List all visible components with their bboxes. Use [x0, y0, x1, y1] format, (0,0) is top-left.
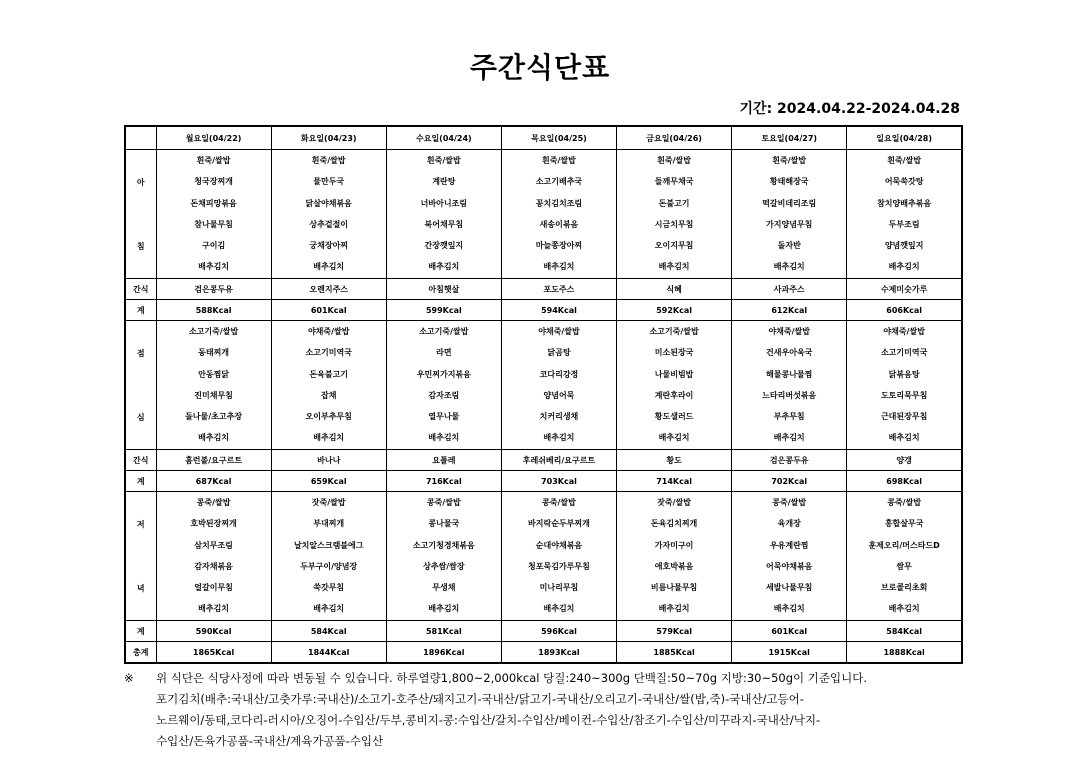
corner-cell — [125, 126, 156, 150]
breakfast-cell — [386, 150, 501, 279]
kcal-cell: 579Kcal — [617, 621, 732, 642]
total-cell: 1888Kcal — [847, 642, 962, 664]
label-char: 아 — [136, 177, 145, 187]
breakfast-cell — [271, 150, 386, 279]
menu-item: 배추김치 — [313, 433, 345, 443]
menu-item: 배추김치 — [198, 262, 230, 272]
menu-item: 가지양념무침 — [766, 219, 813, 229]
menu-item: 감자채볶음 — [194, 561, 233, 571]
menu-item: 돈불고기 — [658, 198, 690, 208]
breakfast-cell — [847, 150, 962, 279]
menu-item: 배추김치 — [888, 433, 920, 443]
menu-item: 야채죽/쌀밥 — [307, 327, 350, 336]
menu-item: 홍합살무국 — [884, 519, 924, 529]
kcal-cell: 584Kcal — [847, 621, 962, 642]
menu-item: 참나물무침 — [194, 219, 233, 229]
menu-item: 근대된장무침 — [880, 412, 928, 422]
breakfast-snack-row — [125, 279, 962, 300]
snack-cell: 요플레 — [386, 450, 501, 471]
menu-item: 건새우아욱국 — [766, 348, 813, 358]
menu-item: 배추김치 — [198, 433, 230, 443]
menu-item: 야채죽/쌀밥 — [538, 327, 580, 336]
lunch-cell — [617, 321, 732, 450]
kcal-cell: 716Kcal — [386, 471, 501, 492]
menu-item: 감자조림 — [428, 390, 460, 400]
menu-item: 콩죽/쌀밥 — [772, 498, 807, 507]
day-header: 화요일(04/23) — [271, 126, 386, 150]
menu-item: 소고기죽/쌀밥 — [419, 327, 469, 336]
menu-item: 미소된장국 — [654, 348, 694, 358]
menu-item: 안동찜닭 — [198, 369, 230, 379]
kcal-cell: 702Kcal — [732, 471, 847, 492]
menu-item: 흰죽/쌀밥 — [196, 156, 231, 165]
menu-item: 돈육김치찌개 — [650, 519, 698, 529]
menu-item: 우유계란찜 — [769, 540, 809, 550]
menu-item: 야채죽/쌀밥 — [768, 327, 810, 336]
dinner-cell — [271, 492, 386, 621]
menu-item: 돌나물/초고추장 — [185, 412, 243, 422]
menu-item: 흰죽/쌀밥 — [887, 156, 922, 165]
menu-item: 도토리묵무침 — [880, 390, 928, 400]
menu-item: 참치양배추볶음 — [877, 198, 932, 208]
menu-item: 구이김 — [202, 241, 226, 251]
snack-cell: 식혜 — [617, 279, 732, 300]
kcal-cell: 590Kcal — [156, 621, 271, 642]
menu-item: 돈채피망볶음 — [190, 198, 237, 208]
kcal-cell: 714Kcal — [617, 471, 732, 492]
menu-item: 무생채 — [432, 583, 456, 593]
menu-item: 잣죽/쌀밥 — [657, 498, 692, 507]
menu-item: 흰죽/쌀밥 — [772, 156, 807, 165]
breakfast-cell — [501, 150, 616, 279]
kcal-cell: 606Kcal — [847, 300, 962, 321]
menu-item: 물만두국 — [313, 177, 345, 187]
menu-item: 콩죽/쌀밥 — [196, 498, 231, 507]
menu-item: 우민찌가지볶음 — [416, 369, 471, 379]
menu-item: 배추김치 — [428, 433, 460, 443]
footnote — [124, 668, 964, 752]
menu-item: 배추김치 — [543, 262, 575, 272]
total-cell: 1896Kcal — [386, 642, 501, 664]
kcal-cell: 703Kcal — [501, 471, 616, 492]
kcal-cell: 601Kcal — [732, 621, 847, 642]
menu-item: 쑥갓무침 — [313, 583, 345, 593]
menu-item: 닭곰탕 — [547, 348, 571, 358]
note-line: 수입산/돈육가공품-국내산/계육가공품-수입산 — [156, 734, 384, 748]
menu-item: 흰죽/쌀밥 — [311, 156, 346, 165]
menu-item: 비름나물무침 — [650, 583, 698, 593]
menu-item: 돈육불고기 — [309, 369, 349, 379]
menu-item: 궁채장아찌 — [309, 241, 349, 251]
note-line: 위 식단은 식당사정에 따라 변동될 수 있습니다. 하루열량1,800~2,000kcal 당질:240~300g 단백질:50~70g 지방:30~50g이 기준입니다. — [156, 671, 868, 685]
menu-item: 흰죽/쌀밥 — [426, 156, 461, 165]
menu-item: 브로콜리초회 — [880, 583, 928, 593]
menu-item: 상추쌈/쌈장 — [423, 561, 465, 571]
menu-item: 배추김치 — [658, 604, 690, 614]
menu-item: 애호박볶음 — [654, 561, 694, 571]
kcal-cell: 659Kcal — [271, 471, 386, 492]
menu-item: 쌈무 — [896, 561, 912, 571]
menu-item: 간장깻잎지 — [424, 241, 464, 251]
menu-item: 바지락순두부찌개 — [528, 519, 590, 529]
menu-item: 두부구이/양념장 — [300, 561, 358, 571]
kcal-cell: 584Kcal — [271, 621, 386, 642]
menu-item: 배추김치 — [888, 604, 920, 614]
menu-item: 치커리생채 — [539, 412, 579, 422]
menu-item: 소고기배추국 — [535, 177, 583, 187]
label-char: 침 — [136, 241, 145, 251]
dinner-label — [125, 492, 156, 621]
menu-item: 새송이볶음 — [539, 219, 579, 229]
menu-item: 배추김치 — [543, 604, 575, 614]
label-char: 녁 — [136, 583, 145, 593]
menu-item: 떡갈비데리조림 — [762, 198, 817, 208]
kcal-label: 계 — [125, 471, 156, 492]
lunch-kcal-row — [125, 471, 962, 492]
total-cell: 1865Kcal — [156, 642, 271, 664]
lunch-snack-row — [125, 450, 962, 471]
day-header: 일요일(04/28) — [847, 126, 962, 150]
menu-item: 동태찌개 — [198, 348, 230, 358]
breakfast-cell — [617, 150, 732, 279]
snack-cell: 포도주스 — [501, 279, 616, 300]
menu-item: 삼치무조림 — [194, 540, 233, 550]
menu-item: 배추김치 — [428, 604, 460, 614]
dinner-cell — [156, 492, 271, 621]
menu-item: 배추김치 — [313, 262, 345, 272]
menu-item: 잡채 — [320, 390, 337, 400]
menu-item: 너바아니조림 — [420, 198, 468, 208]
lunch-cell — [847, 321, 962, 450]
breakfast-label — [125, 150, 156, 279]
menu-item: 배추김치 — [313, 604, 345, 614]
menu-item: 순대야채볶음 — [535, 540, 583, 550]
menu-item: 소고기미역국 — [305, 348, 352, 358]
menu-item: 나물비빔밥 — [654, 369, 694, 379]
menu-item: 배추김치 — [658, 433, 690, 443]
weekly-menu-table — [124, 125, 963, 664]
menu-item: 양념어묵 — [543, 390, 575, 400]
snack-label: 간식 — [125, 279, 156, 300]
menu-item: 황태해장국 — [769, 177, 809, 187]
dinner-cell — [386, 492, 501, 621]
menu-item: 소고기미역국 — [880, 348, 928, 358]
dinner-cell — [847, 492, 962, 621]
kcal-label: 계 — [125, 300, 156, 321]
total-kcal-row — [125, 642, 962, 664]
note-line: 노르웨이/동태,코다리-러시아/오징어-수입산/두부,콩비지-콩:수입산/갈치-수입산/베이컨-수입산/참조기-수입산/미꾸라지-국내산/낙지- — [156, 713, 821, 727]
label-char: 점 — [136, 348, 145, 358]
note-mark: ※ — [124, 671, 134, 685]
label-char: 저 — [136, 519, 145, 529]
menu-item: 황도샐러드 — [654, 412, 694, 422]
menu-item: 계란탕 — [432, 177, 456, 187]
menu-item: 흰죽/쌀밥 — [657, 156, 692, 165]
dinner-cell — [617, 492, 732, 621]
kcal-cell: 612Kcal — [732, 300, 847, 321]
menu-item: 배추김치 — [773, 604, 805, 614]
menu-item: 청포묵김가루무침 — [528, 561, 590, 571]
menu-item: 배추김치 — [198, 604, 230, 614]
menu-item: 야채죽/쌀밥 — [883, 327, 925, 336]
snack-cell: 검은콩두유 — [732, 450, 847, 471]
menu-item: 양념깻잎지 — [884, 241, 924, 251]
menu-item: 꽁치김치조림 — [535, 198, 583, 208]
kcal-cell: 698Kcal — [847, 471, 962, 492]
menu-item: 미나리무침 — [539, 583, 579, 593]
kcal-cell: 581Kcal — [386, 621, 501, 642]
menu-item: 소고기죽/쌀밥 — [649, 327, 699, 336]
menu-item: 세발나물무침 — [766, 583, 813, 593]
menu-item: 육개장 — [777, 519, 801, 529]
menu-item: 상추겉절이 — [309, 219, 349, 229]
total-label: 총계 — [125, 642, 156, 664]
menu-item: 부추무침 — [773, 412, 805, 422]
dinner-cell — [501, 492, 616, 621]
breakfast-row — [125, 150, 962, 279]
menu-item: 훈제오리/머스타드D — [868, 540, 940, 550]
snack-cell: 사과주스 — [732, 279, 847, 300]
dinner-cell — [732, 492, 847, 621]
snack-cell: 검은콩두유 — [156, 279, 271, 300]
snack-label: 간식 — [125, 450, 156, 471]
menu-item: 청국장찌개 — [194, 177, 233, 187]
menu-item: 콩나물국 — [428, 519, 460, 529]
breakfast-kcal-row — [125, 300, 962, 321]
snack-cell: 아침햇살 — [386, 279, 501, 300]
menu-item: 들깨무채국 — [654, 177, 694, 187]
note-line: 포기김치(배추:국내산/고춧가루:국내산)/소고기-호주산/돼지고기-국내산/닭고기-국내산/오리고기-국내산/쌀(밥,죽)-국내산/고등어- — [156, 692, 804, 706]
menu-item: 배추김치 — [428, 262, 460, 272]
snack-cell: 황도 — [617, 450, 732, 471]
menu-item: 배추김치 — [658, 262, 690, 272]
menu-item: 소고기죽/쌀밥 — [188, 327, 239, 336]
kcal-cell: 687Kcal — [156, 471, 271, 492]
menu-item: 시금치무침 — [654, 219, 694, 229]
menu-item: 어묵야채볶음 — [766, 561, 813, 571]
lunch-cell — [271, 321, 386, 450]
kcal-cell: 601Kcal — [271, 300, 386, 321]
menu-item: 두부조림 — [888, 219, 920, 229]
menu-item: 돌자반 — [777, 241, 801, 251]
snack-cell: 오렌지주스 — [271, 279, 386, 300]
menu-item: 라면 — [436, 348, 452, 358]
dinner-kcal-row — [125, 621, 962, 642]
kcal-cell: 588Kcal — [156, 300, 271, 321]
day-header: 수요일(04/24) — [386, 126, 501, 150]
lunch-cell — [156, 321, 271, 450]
menu-item: 북어채무침 — [424, 219, 464, 229]
lunch-label — [125, 321, 156, 450]
menu-item: 배추김치 — [888, 262, 920, 272]
menu-item: 열무나물 — [428, 412, 460, 422]
menu-item: 해물콩나물찜 — [766, 369, 813, 379]
dinner-row — [125, 492, 962, 621]
menu-item: 배추김치 — [543, 433, 575, 443]
day-header: 금요일(04/26) — [617, 126, 732, 150]
page-title: 주간식단표 — [469, 51, 611, 84]
snack-cell: 수제미숫가루 — [847, 279, 962, 300]
day-header: 목요일(04/25) — [501, 126, 616, 150]
menu-item: 콩죽/쌀밥 — [542, 498, 576, 507]
lunch-cell — [386, 321, 501, 450]
menu-item: 얼갈이무침 — [194, 583, 233, 593]
menu-item: 오이지무침 — [654, 241, 694, 251]
kcal-label: 계 — [125, 621, 156, 642]
menu-item: 배추김치 — [773, 433, 805, 443]
snack-cell: 홈런볼/요구르트 — [156, 450, 271, 471]
lunch-cell — [501, 321, 616, 450]
total-cell: 1844Kcal — [271, 642, 386, 664]
breakfast-cell — [156, 150, 271, 279]
menu-item: 닭살야채볶음 — [305, 198, 352, 208]
menu-item: 진미채무침 — [194, 390, 233, 400]
kcal-cell: 594Kcal — [501, 300, 616, 321]
kcal-cell: 596Kcal — [501, 621, 616, 642]
menu-item: 날치알스크램블에그 — [293, 540, 364, 550]
snack-cell: 바나나 — [271, 450, 386, 471]
menu-item: 잣죽/쌀밥 — [311, 498, 346, 507]
total-cell: 1885Kcal — [617, 642, 732, 664]
menu-item: 어묵쑥갓탕 — [884, 177, 924, 187]
menu-item: 부대찌개 — [313, 519, 345, 529]
menu-item: 콩죽/쌀밥 — [887, 498, 922, 507]
kcal-cell: 592Kcal — [617, 300, 732, 321]
menu-item: 흰죽/쌀밥 — [542, 156, 576, 165]
kcal-cell: 599Kcal — [386, 300, 501, 321]
lunch-cell — [732, 321, 847, 450]
total-cell: 1893Kcal — [501, 642, 616, 664]
menu-item: 소고기청경채볶음 — [412, 540, 475, 550]
menu-item: 마늘쫑장아찌 — [535, 241, 583, 251]
menu-period: 기간: 2024.04.22-2024.04.28 — [739, 101, 960, 117]
menu-item: 계란후라이 — [654, 390, 694, 400]
menu-item: 콩죽/쌀밥 — [426, 498, 461, 507]
menu-item: 호박된장찌개 — [190, 519, 237, 529]
menu-item: 코다리강정 — [539, 369, 579, 379]
menu-item: 가자미구이 — [654, 540, 694, 550]
day-header: 월요일(04/22) — [156, 126, 271, 150]
menu-item: 닭볶음탕 — [888, 369, 920, 379]
total-cell: 1915Kcal — [732, 642, 847, 664]
snack-cell: 후레쉬베리/요구르트 — [501, 450, 616, 471]
lunch-row — [125, 321, 962, 450]
day-header-row — [125, 126, 962, 150]
menu-item: 느타리버섯볶음 — [762, 390, 817, 400]
snack-cell: 양갱 — [847, 450, 962, 471]
breakfast-cell — [732, 150, 847, 279]
menu-item: 오이부추무침 — [305, 412, 352, 422]
label-char: 심 — [136, 412, 145, 422]
menu-item: 배추김치 — [773, 262, 805, 272]
day-header: 토요일(04/27) — [732, 126, 847, 150]
